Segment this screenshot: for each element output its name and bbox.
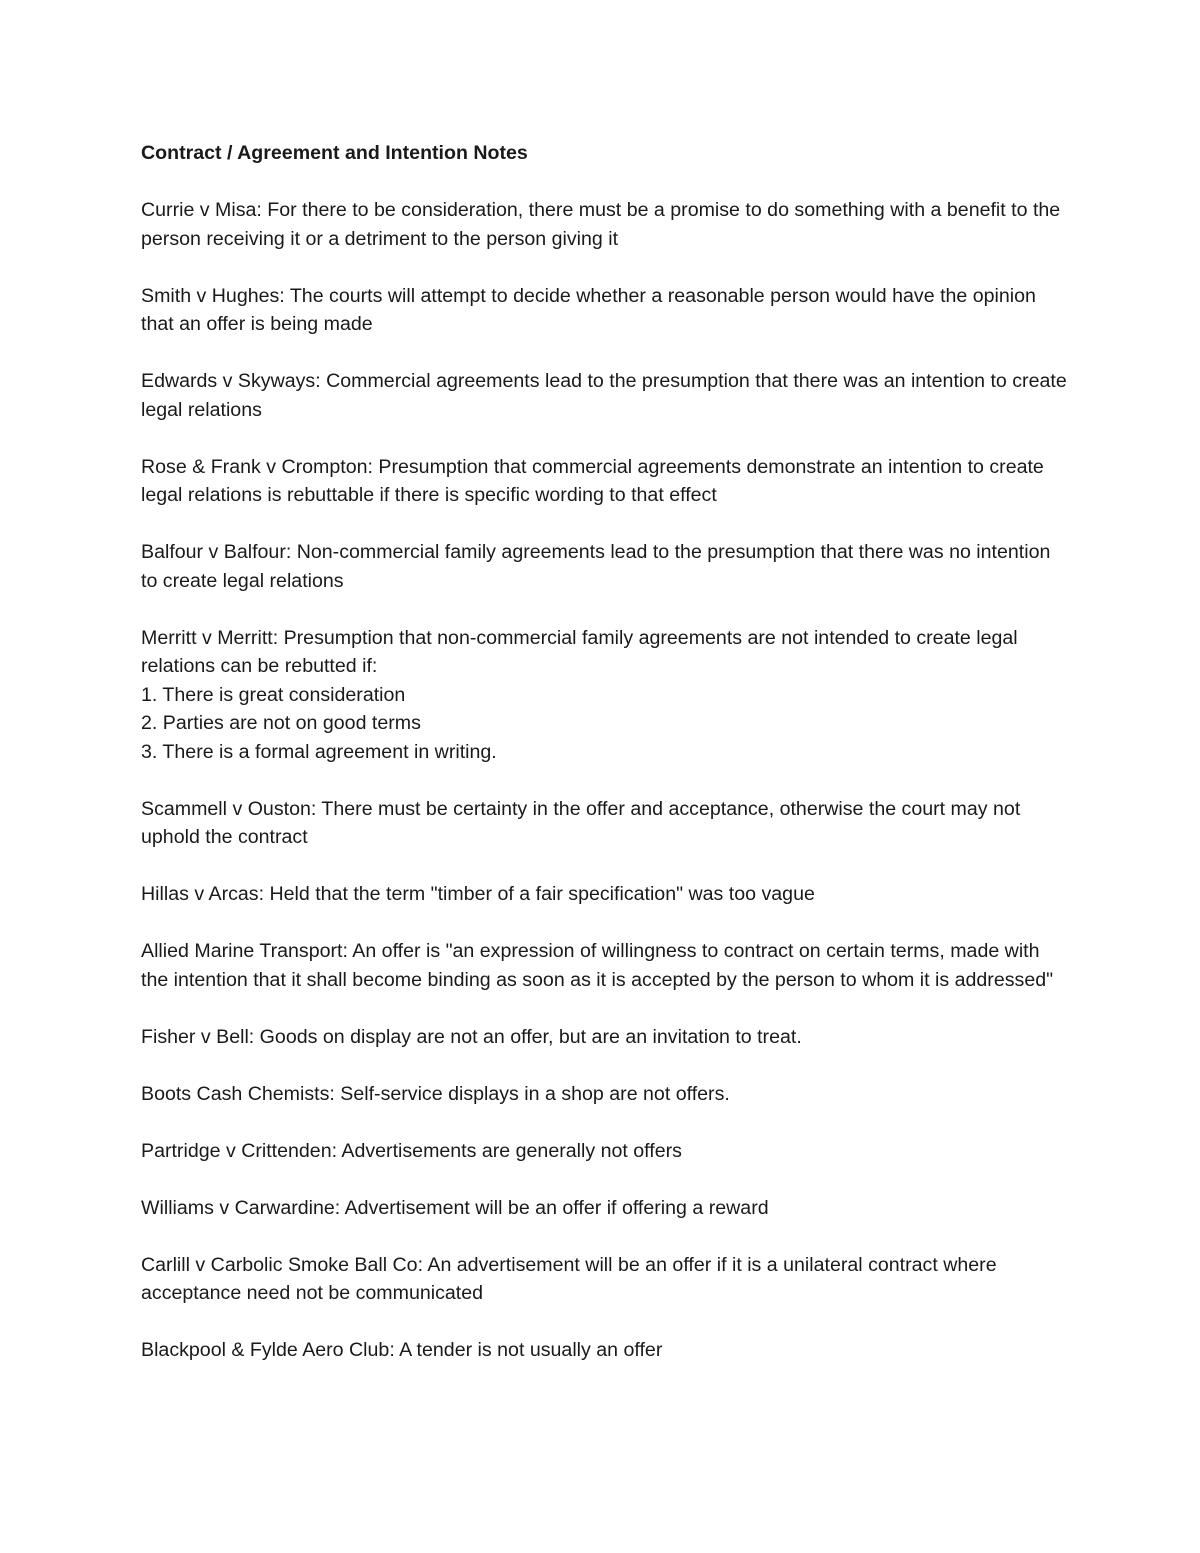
merritt-conditions-list bbox=[141, 681, 1071, 767]
case-carlill-v-carbolic: Carlill v Carbolic Smoke Ball Co: An advertisement will be an offer if it is a unilateral contract where acceptance need not be communicated bbox=[141, 1253, 997, 1304]
case-edwards-v-skyways: Edwards v Skyways: Commercial agreements lead to the presumption that there was an intention to create legal relations bbox=[141, 370, 1067, 421]
case-fisher-v-bell: Fisher v Bell: Goods on display are not an offer, but are an invitation to treat. bbox=[141, 1025, 802, 1048]
document-content bbox=[141, 139, 1071, 1393]
case-currie-v-misa: Currie v Misa: For there to be consideration, there must be a promise to do something with a benefit to the person receiving it or a detriment to the person giving it bbox=[141, 199, 1061, 250]
case-boots-cash-chemists: Boots Cash Chemists: Self-service displays in a shop are not offers. bbox=[141, 1082, 730, 1105]
case-merritt-v-merritt bbox=[141, 624, 1071, 767]
case-smith-v-hughes: Smith v Hughes: The courts will attempt to decide whether a reasonable person would have the opinion that an offer is being made bbox=[141, 284, 1036, 335]
case-williams-v-carwardine: Williams v Carwardine: Advertisement will be an offer if offering a reward bbox=[141, 1196, 769, 1219]
list-item: 3. There is a formal agreement in writing. bbox=[141, 740, 497, 763]
case-allied-marine-transport: Allied Marine Transport: An offer is "an expression of willingness to contract on certain terms, made with the intention that it shall become binding as soon as it is accepted by the person to whom it is addressed" bbox=[141, 940, 1054, 991]
case-merritt-text: Merritt v Merritt: Presumption that non-commercial family agreements are not intended to create legal relations can be rebutted if: bbox=[141, 626, 1018, 677]
case-rose-frank-v-crompton: Rose & Frank v Crompton: Presumption that commercial agreements demonstrate an intention to create legal relations is rebuttable if there is specific wording to that effect bbox=[141, 455, 1044, 506]
case-scammell-v-ouston: Scammell v Ouston: There must be certainty in the offer and acceptance, otherwise the court may not uphold the contract bbox=[141, 797, 1021, 848]
document-title: Contract / Agreement and Intention Notes bbox=[141, 142, 528, 164]
case-hillas-v-arcas: Hillas v Arcas: Held that the term "timber of a fair specification" was too vague bbox=[141, 883, 815, 905]
list-item: 1. There is great consideration bbox=[141, 683, 406, 706]
list-item: 2. Parties are not on good terms bbox=[141, 712, 421, 734]
case-blackpool-fylde-aero-club: Blackpool & Fylde Aero Club: A tender is not usually an offer bbox=[141, 1339, 663, 1361]
case-balfour-v-balfour: Balfour v Balfour: Non-commercial family agreements lead to the presumption that there was no intention to create legal relations bbox=[141, 541, 1051, 592]
case-partridge-v-crittenden: Partridge v Crittenden: Advertisements are generally not offers bbox=[141, 1139, 682, 1162]
